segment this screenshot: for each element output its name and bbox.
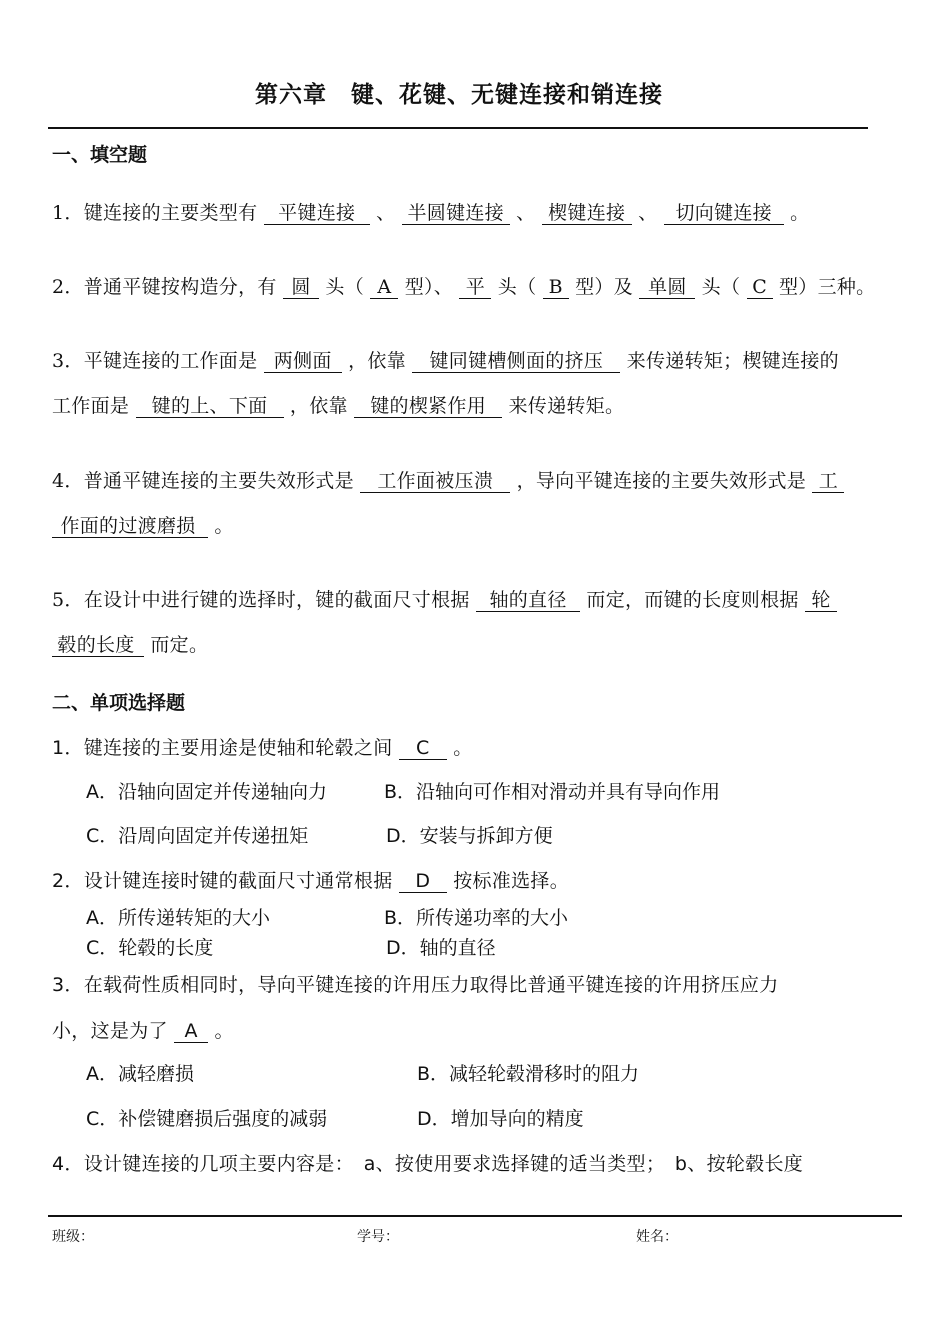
answer-blank: 楔键连接 bbox=[542, 202, 632, 225]
answer-blank: 两侧面 bbox=[264, 350, 342, 373]
text: 按标准选择。 bbox=[453, 870, 569, 892]
text: ，依靠 bbox=[289, 395, 348, 417]
answer-blank: 切向键连接 bbox=[664, 202, 784, 225]
fill-question-3 bbox=[52, 346, 839, 373]
choice-question-2 bbox=[52, 866, 569, 893]
sentence-end: 。 bbox=[453, 737, 473, 759]
fill-question-3-cont bbox=[52, 391, 624, 418]
answer-blank: B bbox=[543, 276, 569, 299]
text: ，导向平键连接的主要失效形式是 bbox=[516, 470, 807, 492]
option-b: B．沿轴向可作相对滑动并具有导向作用 bbox=[384, 781, 721, 803]
choice-question-3 bbox=[52, 970, 779, 997]
answer-blank: 轴的直径 bbox=[476, 589, 580, 612]
question-text: 3．平键连接的工作面是 bbox=[52, 350, 258, 372]
text: 头（ bbox=[325, 276, 364, 298]
text: 头（ bbox=[701, 276, 741, 298]
text: 来传递转矩；楔键连接的 bbox=[626, 350, 839, 372]
choice-question-3-cont bbox=[52, 1016, 234, 1043]
class-label: 班级： bbox=[52, 1229, 94, 1245]
fill-question-1 bbox=[52, 198, 809, 225]
text: 而定，而键的长度则根据 bbox=[586, 589, 799, 611]
choice-question-1 bbox=[52, 733, 473, 760]
separator: 、 bbox=[376, 202, 396, 224]
option-a: A．所传递转矩的大小 bbox=[86, 907, 270, 929]
option-a: A．沿轴向固定并传递轴向力 bbox=[86, 781, 327, 803]
student-id-label: 学号： bbox=[357, 1229, 399, 1245]
answer-blank: 工 bbox=[812, 470, 844, 493]
fill-question-5 bbox=[52, 585, 837, 612]
text: 工作面是 bbox=[52, 395, 130, 417]
answer-blank: 键的楔紧作用 bbox=[354, 395, 502, 418]
sentence-end: 。 bbox=[214, 1020, 234, 1042]
name-label: 姓名： bbox=[636, 1229, 678, 1245]
answer-blank: A bbox=[174, 1020, 208, 1043]
question-text: 2．普通平键按构造分，有 bbox=[52, 276, 277, 298]
answer-blank: 键同键槽侧面的挤压 bbox=[412, 350, 620, 373]
fill-question-4 bbox=[52, 466, 844, 493]
separator: 、 bbox=[516, 202, 536, 224]
section-heading-fill-blank: 一、填空题 bbox=[52, 144, 148, 166]
question-text: 3．在载荷性质相同时，导向平键连接的许用压力取得比普通平键连接的许用挤压应力 bbox=[52, 974, 779, 996]
answer-blank: A bbox=[370, 276, 398, 299]
answer-blank: C bbox=[399, 737, 447, 760]
answer-blank: 平键连接 bbox=[264, 202, 370, 225]
sentence-end: 。 bbox=[214, 515, 234, 537]
question-text: 5．在设计中进行键的选择时，键的截面尺寸根据 bbox=[52, 589, 470, 611]
answer-blank: 工作面被压溃 bbox=[360, 470, 510, 493]
question-text: 1．键连接的主要类型有 bbox=[52, 202, 258, 224]
option-d: D．增加导向的精度 bbox=[417, 1108, 584, 1130]
option-c: C．轮毂的长度 bbox=[86, 937, 214, 959]
question-text: 1．键连接的主要用途是使轴和轮毂之间 bbox=[52, 737, 393, 759]
text: 型）、 bbox=[404, 276, 454, 298]
option-d: D．轴的直径 bbox=[386, 937, 496, 959]
answer-blank: 单圆 bbox=[639, 276, 695, 299]
page-title: 第六章 键、花键、无键连接和销连接 bbox=[255, 82, 663, 108]
text: 型）三种。 bbox=[778, 276, 876, 298]
fill-question-4-cont bbox=[52, 511, 234, 538]
answer-blank: 平 bbox=[459, 276, 491, 299]
answer-blank: 半圆键连接 bbox=[402, 202, 510, 225]
option-b: B．减轻轮毂滑移时的阻力 bbox=[417, 1063, 640, 1085]
fill-question-5-cont bbox=[52, 630, 208, 657]
option-c: C．补偿键磨损后强度的减弱 bbox=[86, 1108, 328, 1130]
option-a: A．减轻磨损 bbox=[86, 1063, 194, 1085]
answer-blank: 键的上、下面 bbox=[136, 395, 284, 418]
answer-blank: 作面的过渡磨损 bbox=[52, 515, 208, 538]
text: 头（ bbox=[497, 276, 537, 298]
option-c: C．沿周向固定并传递扭矩 bbox=[86, 825, 309, 847]
answer-blank: C bbox=[747, 276, 773, 299]
text: 型）及 bbox=[575, 276, 633, 298]
answer-blank: 轮 bbox=[805, 589, 837, 612]
answer-blank: 毂的长度 bbox=[52, 634, 144, 657]
choice-question-4: 4．设计键连接的几项主要内容是： a、按使用要求选择键的适当类型； b、按轮毂长度 bbox=[52, 1153, 804, 1175]
answer-blank: 圆 bbox=[283, 276, 319, 299]
text: 而定。 bbox=[150, 634, 209, 656]
sentence-end: 。 bbox=[790, 202, 810, 224]
fill-question-2 bbox=[52, 272, 875, 299]
text: ，依靠 bbox=[348, 350, 406, 372]
text: 来传递转矩。 bbox=[508, 395, 625, 417]
question-text: 2．设计键连接时键的截面尺寸通常根据 bbox=[52, 870, 393, 892]
section-heading-single-choice: 二、单项选择题 bbox=[52, 692, 186, 714]
answer-blank: D bbox=[399, 870, 447, 893]
option-d: D．安装与拆卸方便 bbox=[386, 825, 553, 847]
option-b: B．所传递功率的大小 bbox=[384, 907, 569, 929]
title-rule bbox=[48, 127, 868, 129]
separator: 、 bbox=[638, 202, 658, 224]
question-text: 4．普通平键连接的主要失效形式是 bbox=[52, 470, 354, 492]
text: 小，这是为了 bbox=[52, 1020, 168, 1042]
footer-rule bbox=[48, 1215, 902, 1217]
